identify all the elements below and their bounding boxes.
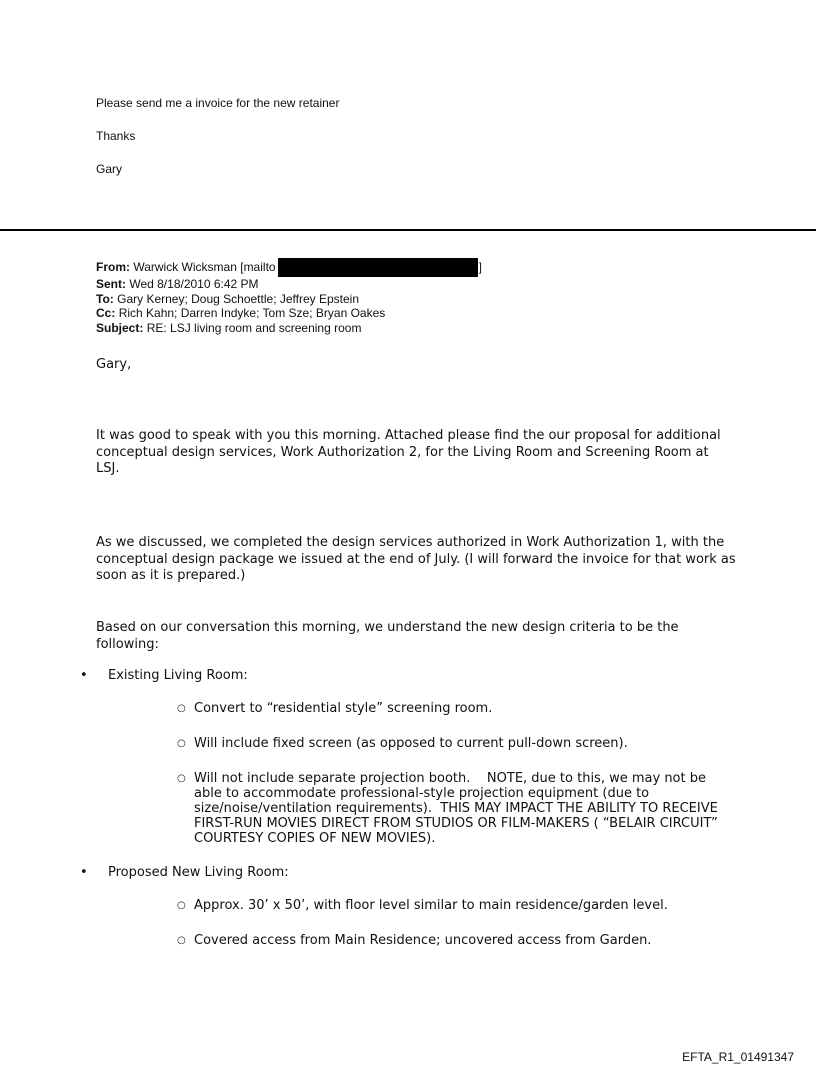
circle-bullet-icon: ○ (177, 773, 186, 784)
list-item (177, 933, 737, 948)
reply-block (96, 96, 339, 195)
bullet-label: Proposed New Living Room: (108, 865, 289, 880)
cc-label: Cc: (96, 306, 116, 320)
sent-line (96, 277, 736, 292)
document-id: EFTA_R1_01491347 (682, 1050, 794, 1064)
circle-bullet-icon: ○ (177, 900, 186, 911)
list-item (177, 701, 737, 716)
paragraph-1 (96, 428, 736, 478)
to-line (96, 292, 736, 307)
circle-bullet-icon: ○ (177, 703, 186, 714)
paragraph-2 (96, 535, 736, 585)
bullet-icon: • (80, 865, 88, 880)
list-item-text: Approx. 30’ x 50’, with floor level similar to main residence/garden level. (194, 898, 668, 913)
paragraph-text: As we discussed, we completed the design services authorized in Work Authorization 1, with the conceptual design package we issued at the end of July. (I will forward the invoice for that work as soon as it is prepared.) (96, 535, 736, 583)
cc-line (96, 306, 736, 321)
list-item (177, 898, 737, 913)
list-item-text: Covered access from Main Residence; uncovered access from Garden. (194, 933, 652, 948)
reply-line: Please send me a invoice for the new retainer (96, 96, 340, 110)
to-label: To: (96, 291, 114, 306)
redaction-box (278, 258, 478, 277)
paragraph-3 (96, 620, 736, 653)
cc-value: Rich Kahn; Darren Indyke; Tom Sze; Bryan Oakes (118, 306, 386, 320)
reply-signature: Gary (96, 162, 123, 176)
from-close: ] (478, 260, 482, 274)
list-item (177, 771, 737, 846)
list-item (177, 736, 737, 751)
message-divider (0, 229, 816, 231)
sent-label: Sent: (96, 277, 126, 291)
subject-line (96, 321, 736, 336)
circle-bullet-icon: ○ (177, 738, 186, 749)
from-line (96, 258, 736, 277)
sent-value: Wed 8/18/2010 6:42 PM (129, 277, 259, 291)
to-value: Gary Kerney; Doug Schoettle; Jeffrey Epstein (117, 291, 360, 306)
paragraph-text: It was good to speak with you this morning. Attached please find the our proposal for additional conceptual design services, Work Authorization 2, for the Living Room and Screening Room at LSJ. (96, 428, 721, 476)
bullet-icon: • (80, 668, 88, 683)
list-item-text: Will not include separate projection booth. NOTE, due to this, we may not be able to accommodate professional-style projection equipment (due to size/noise/ventilation requirements). THIS MAY IMPACT THE ABILITY TO RECEIVE FIRST-RUN MOVIES DIRECT FROM STUDIOS OR FILM-MAKERS ( “BELAIR CIRCUIT” COURTESY COPIES OF NEW MOVIES). (194, 771, 722, 846)
bullet-label: Existing Living Room: (108, 668, 248, 683)
email-header (96, 258, 736, 335)
subject-label: Subject: (96, 320, 144, 335)
list-item-text: Convert to “residential style” screening room. (194, 701, 493, 716)
list-item-text: Will include fixed screen (as opposed to current pull-down screen). (194, 736, 628, 751)
from-label: From: (96, 260, 130, 274)
reply-line: Thanks (96, 129, 136, 143)
greeting-text: Gary, (96, 357, 132, 372)
paragraph-text: Based on our conversation this morning, we understand the new design criteria to be the following: (96, 620, 679, 652)
from-value: Warwick Wicksman [mailto (133, 260, 276, 274)
greeting (96, 357, 736, 374)
subject-value: RE: LSJ living room and screening room (146, 320, 362, 335)
circle-bullet-icon: ○ (177, 935, 186, 946)
